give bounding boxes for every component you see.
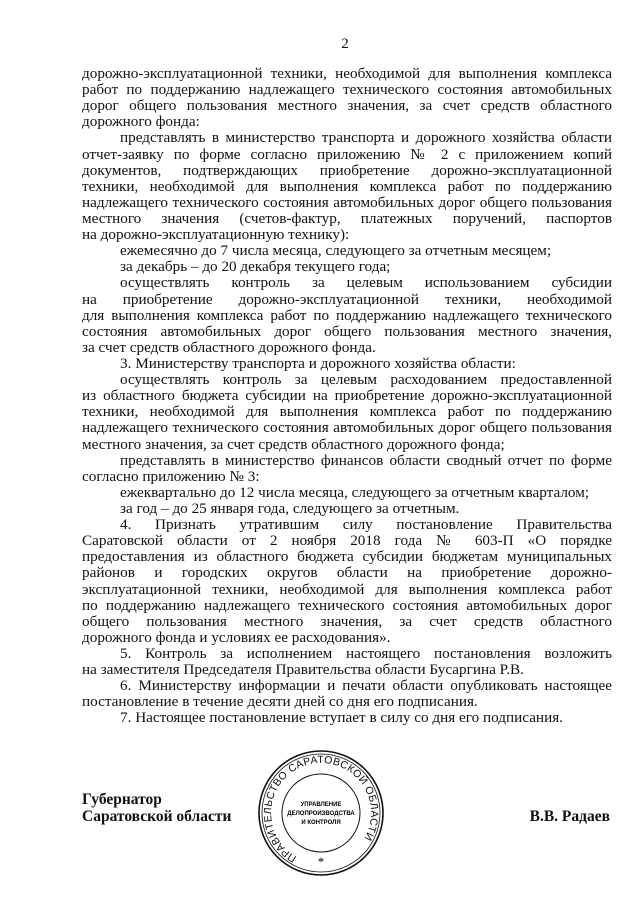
text-line: 3. Министерству транспорта и дорожного хозяйства области: — [120, 354, 516, 372]
text-line: согласно приложению № 3: — [82, 467, 260, 485]
text-line: за год – до 25 января года, следующего за отчетным. — [120, 499, 460, 517]
text-line: для выполнения комплекса работ по поддержанию надлежащего технического — [82, 306, 612, 324]
text-line: осуществлять контроль за целевым расходованием предоставленной — [120, 371, 612, 389]
text-line: предоставления из областного бюджета субсидии бюджетам муниципальных — [82, 548, 612, 566]
text-line: местного значения (счетов-фактур, платежных поручений, паспортов — [82, 209, 612, 227]
document-body — [82, 66, 612, 726]
stamp-center-line1: УПРАВЛЕНИЕ — [300, 802, 342, 808]
text-line: отчет-заявку по форме согласно приложению № 2 с приложением копий — [82, 145, 612, 163]
official-stamp — [256, 748, 386, 878]
text-line: осуществлять контроль за целевым использованием субсидии — [120, 274, 612, 292]
text-line: 5. Контроль за исполнением настоящего постановления возложить — [120, 644, 612, 662]
text-line: техники, необходимой для выполнения комплекса работ по поддержанию — [82, 403, 612, 421]
text-line: по поддержанию надлежащего технического состояния автомобильных дорог — [82, 596, 612, 614]
text-line: на заместителя Председателя Правительства области Бусаргина Р.В. — [82, 661, 524, 679]
text-line: за декабрь – до 20 декабря текущего года; — [120, 258, 391, 276]
text-line: дорожного фонда и условиях ее расходования». — [82, 628, 391, 646]
text-line: на приобретение дорожно-эксплуатационной техники, необходимой — [82, 290, 612, 308]
text-line: работ по поддержанию надлежащего технического состояния автомобильных — [82, 81, 612, 99]
text-line: постановление в течение десяти дней со дня его подписания. — [82, 693, 478, 711]
signature-title — [82, 791, 231, 825]
text-line: за счет средств областного дорожного фонда. — [82, 338, 376, 356]
text-line: ежеквартально до 12 числа месяца, следующего за отчетным кварталом; — [120, 483, 590, 501]
text-line: районов и городских округов области на приобретение дорожно- — [82, 564, 612, 582]
text-line: на дорожно-эксплуатационную технику): — [82, 226, 350, 244]
text-line: из областного бюджета субсидии на приобретение дорожно-эксплуатационной — [82, 387, 612, 405]
text-line: Саратовской области от 2 ноября 2018 года № 603-П «О порядке — [82, 532, 612, 550]
text-line: 4. Признать утратившим силу постановление Правительства — [120, 516, 612, 534]
signature-title-line2: Саратовской области — [82, 808, 232, 825]
text-line: представлять в министерство финансов области сводный отчет по форме — [120, 451, 612, 469]
text-line: техники, необходимой для выполнения комплекса работ по поддержанию — [82, 177, 612, 195]
text-line: надлежащего технического состояния автомобильных дорог общего пользования — [82, 419, 612, 437]
text-line: общего пользования местного значения, за счет средств областного — [82, 612, 612, 630]
page-number: 2 — [341, 36, 349, 52]
text-line: представлять в министерство транспорта и дорожного хозяйства области — [120, 129, 612, 147]
text-line: 7. Настоящее постановление вступает в силу со дня его подписания. — [120, 709, 563, 727]
signature-title-line1: Губернатор — [82, 791, 162, 808]
text-line: состояния автомобильных дорог общего пользования местного значения, — [82, 322, 612, 340]
text-line: дорожного фонда: — [82, 113, 200, 131]
text-line: местного значения, за счет средств областного дорожного фонда; — [82, 435, 505, 453]
signature-name: В.В. Радаев — [529, 808, 610, 825]
stamp-center-line2: ДЕЛОПРОИЗВОДСТВА — [287, 811, 355, 817]
stamp-center-line3: И КОНТРОЛЯ — [301, 820, 341, 826]
stamp-ring-text: ПРАВИТЕЛЬСТВО САРАТОВСКОЙ ОБЛАСТИ — [261, 753, 381, 865]
text-line: надлежащего технического состояния автомобильных дорог общего пользования — [82, 193, 612, 211]
stamp-star-icon: * — [317, 854, 325, 869]
text-line: эксплуатационной техники, необходимой для выполнения комплекса работ — [82, 580, 612, 598]
text-line: ежемесячно до 7 числа месяца, следующего за отчетным месяцем; — [120, 242, 552, 260]
text-line: 6. Министерству информации и печати области опубликовать настоящее — [120, 677, 612, 695]
text-line: дорог общего пользования местного значения, за счет средств областного — [82, 97, 612, 115]
text-line: документов, подтверждающих приобретение дорожно-эксплуатационной — [82, 161, 612, 179]
text-line: дорожно-эксплуатационной техники, необходимой для выполнения комплекса — [82, 65, 612, 82]
